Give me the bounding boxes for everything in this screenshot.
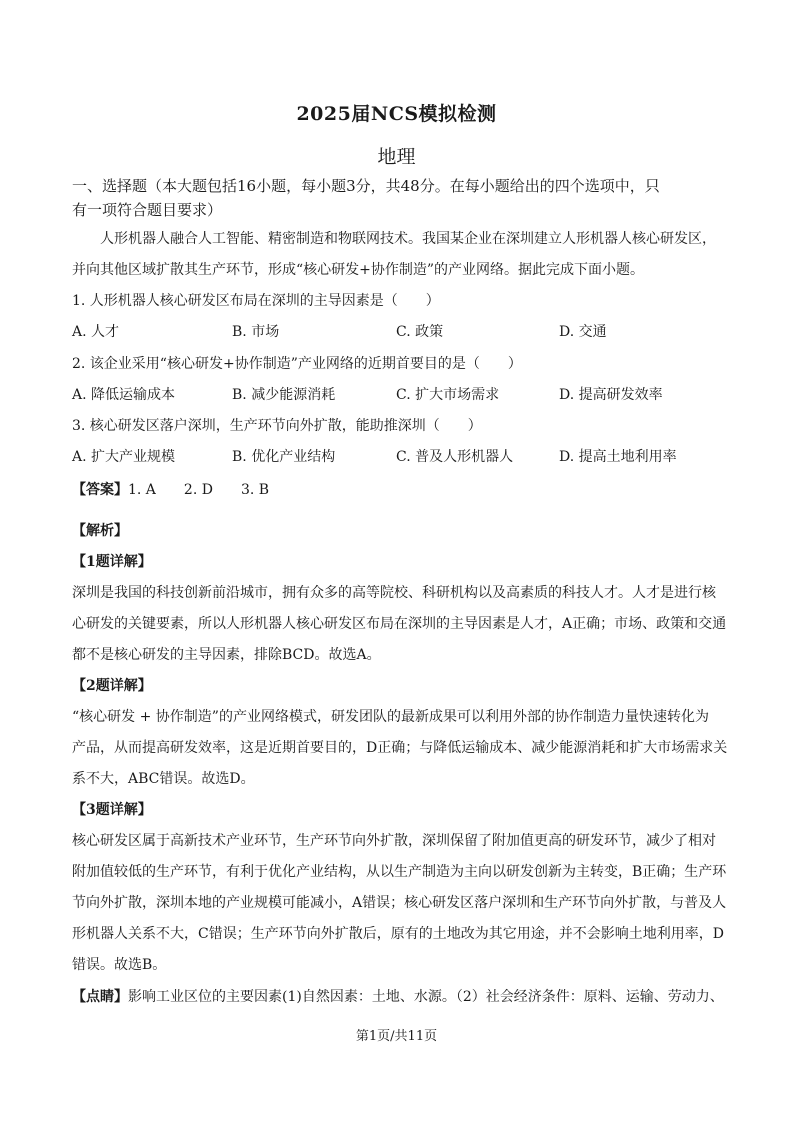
question-1-option-c: C. 政策 — [396, 324, 444, 340]
detail-1-line1: 深圳是我国的科技创新前沿城市，拥有众多的高等院校、科研机构以及高素质的科技人才。人才是进行核 — [72, 585, 716, 601]
question-1-option-a: A. 人才 — [72, 324, 120, 340]
answer-line — [72, 479, 724, 499]
detail-2-line1: “核心研发 + 协作制造”的产业网络模式，研发团队的最新成果可以利用外部的协作制造力量快速转化为 — [72, 709, 709, 725]
question-2-option-a: A. 降低运输成本 — [72, 387, 176, 403]
detail-3-line2: 附加值较低的生产环节，有利于优化产业结构，从以生产制造为主向以研发创新为主转变，B正确；生产环 — [72, 864, 727, 880]
question-1-stem: 1. 人形机器人核心研发区布局在深圳的主导因素是（ ） — [72, 293, 440, 309]
detail-1-line3: 都不是核心研发的主导因素，排除BCD。故选A。 — [72, 647, 381, 663]
question-3-stem: 3. 核心研发区落户深圳，生产环节向外扩散，能助推深圳（ ） — [72, 418, 482, 434]
question-2-option-c: C. 扩大市场需求 — [396, 387, 500, 403]
detail-1-heading: 【1题详解】 — [72, 554, 152, 570]
question-3-option-a: A. 扩大产业规模 — [72, 449, 176, 465]
detail-2-line3: 系不大，ABC错误。故选D。 — [72, 771, 255, 787]
detail-3-line3: 节向外扩散，深圳本地的产业规模可能减小，A错误；核心研发区落户深圳和生产环节向外扩散，与普及人 — [72, 895, 727, 911]
detail-3-line4: 形机器人关系不大，C错误；生产环节向外扩散后，原有的土地改为其它用途，并不会影响土地利用率，D — [72, 926, 724, 942]
question-3-option-d: D. 提高土地利用率 — [559, 449, 677, 465]
detail-3-line1: 核心研发区属于高新技术产业环节，生产环节向外扩散，深圳保留了附加值更高的研发环节，减少了相对 — [72, 833, 716, 849]
answer-label: 【答案】 — [72, 482, 128, 498]
subject-title: 地理 — [377, 146, 416, 168]
question-1-option-b: B. 市场 — [232, 324, 280, 340]
page-number: 第1页/共11页 — [355, 1029, 438, 1044]
question-3-option-b: B. 优化产业结构 — [232, 449, 336, 465]
detail-3-heading: 【3题详解】 — [72, 802, 152, 818]
question-2-stem: 2. 该企业采用“核心研发+协作制造”产业网络的近期首要目的是（ ） — [72, 356, 522, 372]
tip-text: 影响工业区位的主要因素(1)自然因素：土地、水源。（2）社会经济条件：原料、运输、劳动力、 — [128, 989, 724, 1005]
detail-2-line2: 产品，从而提高研发效率，这是近期首要目的，D正确；与降低运输成本、减少能源消耗和扩大市场需求关 — [72, 740, 728, 756]
detail-1-line2: 心研发的关键要素，所以人形机器人核心研发区布局在深圳的主导因素是人才，A正确；市场、政策和交通 — [72, 616, 727, 632]
section-heading-line1: 一、选择题（本大题包括16小题，每小题3分，共48分。在每小题给出的四个选项中，只 — [72, 177, 660, 195]
passage-line2: 并向其他区域扩散其生产环节，形成“核心研发+协作制造”的产业网络。据此完成下面小题。 — [72, 262, 645, 278]
question-2-option-d: D. 提高研发效率 — [559, 387, 663, 403]
question-2-option-b: B. 减少能源消耗 — [232, 387, 336, 403]
detail-3-line5: 错误。故选B。 — [72, 957, 167, 973]
document-title: 2025届NCS模拟检测 — [296, 103, 497, 125]
tip-line — [72, 986, 724, 1006]
tip-label: 【点睛】 — [72, 989, 128, 1005]
answer-text: 1. A 2. D 3. B — [128, 482, 270, 498]
detail-2-heading: 【2题详解】 — [72, 678, 152, 694]
analysis-label: 【解析】 — [72, 523, 128, 539]
passage-line1: 人形机器人融合人工智能、精密制造和物联网技术。我国某企业在深圳建立人形机器人核心研发区， — [100, 231, 716, 247]
section-heading-line2: 有一项符合题目要求） — [72, 201, 223, 219]
question-3-option-c: C. 普及人形机器人 — [396, 449, 514, 465]
question-1-option-d: D. 交通 — [559, 324, 607, 340]
